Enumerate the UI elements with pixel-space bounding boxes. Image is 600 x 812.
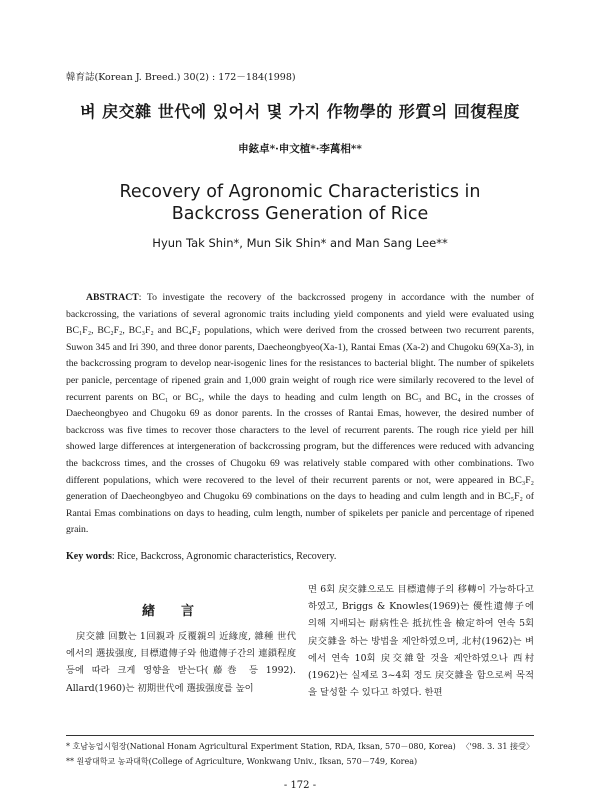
title-english-line2: Backcross Generation of Rice [171, 204, 429, 224]
footnote-affiliation-2: ** 원광대학교 농과대학(College of Agriculture, Wonkwang Univ., Iksan, 570－749, Korea) [66, 757, 418, 766]
body-right-column: 면 6회 戻交雜으로도 目標遺傳子의 移轉이 가능하다고 하였고, Briggs & Knowles(1969)는 優性遺傳子에 의해 지배되는 耐病性은 抵抗性을 檢定하여 연속 5회 戻交雜을 하는 방법을 제안하였으며, 北村(1962)는 벼에서 연속 10회 戻交雜할 것을 제안하였으나 西村(1962)는 실제로 3~4회 정도 戻交雜을 함으로써 목적을 달성할 수 있다고 하였다. 한편 [308, 584, 534, 699]
title-korean: 벼 戻交雜 世代에 있어서 몇 가지 作物學的 形質의 回復程度 [80, 102, 520, 121]
abstract [66, 290, 534, 539]
title-english [40, 181, 560, 225]
page-number: - 172 - [283, 780, 317, 791]
keywords [66, 551, 534, 562]
journal-reference: 韓育誌(Korean J. Breed.) 30(2) : 172－184(1998) [66, 72, 296, 83]
received-date: 〈'98. 3. 31 接受〉 [461, 742, 534, 751]
footnote-divider [66, 735, 534, 736]
authors-english: Hyun Tak Shin*, Mun Sik Shin* and Man Sang Lee** [152, 236, 448, 250]
authors-korean: 申鉉卓*·申文植*·李萬相** [238, 143, 362, 155]
section-heading-introduction: 緖言 [141, 604, 220, 619]
body-left-column: 戻交雜 回數는 1回親과 反覆親의 近緣度, 雜種 世代에서의 選拔强度, 目標遺傳子와 他遺傳子간의 連鎖程度 등에 따라 크게 영향을 받는다(藤巻 등 1992). Allard(1960)는 初期世代에 選拔强度를 높이 [66, 631, 296, 694]
footnote-affiliation-1: * 호남농업시험장(National Honam Agricultural Experiment Station, RDA, Iksan, 570－080, Korea) [66, 742, 456, 751]
abstract-text: : To investigate the recovery of the backcrossed progeny in accordance with the number of backcrossing, the variations of several agronomic traits including yield components and yield were evaluated using BC₁F₂, BC₂F₂, BC₃F₂ and BC₄F₂ populations, which were derived from the crossed between two recurrent parents, Suwon 345 and Iri 390, and three donor parents, Daecheongbyeo(Xa-1), Rantai Emas (Xa-2) and Chugoku 69(Xa-3), in the backcrossing program to develop near-isogenic lines for the resistances to bacterial blight. The number of spikelets per panicle, percentage of ripened grain and 1,000 grain weight of rough rice were similarly recovered to the level of recurrent parents on BC₁ or BC₂, while the days to heading and culm length on BC₃ and BC₄ in the crosses of Daecheongbyeo and Chugoku 69 as donor parents. In the crosses of Rantai Emas, however, the desired number of backcross was five times to recover those characters to the level of recurrent parents. The rough rice yield per hill showed large differences at intergeneration of backcrossing program, but the differences were reduced with advancing the backcross times, and the crosses of Chugoku 69 was relatively stable compared with other combinations. Two different populations, which were recovered to the level of their recurrent parents or not, were appeared in BC₃F₂ generation of Daecheongbyeo and Chugoku 69 combinations on the days to heading and culm length and in BC₅F₂ of Rantai Emas combinations on days to heading, culm length, number of spikelets per panicle and percentage of ripened grain. [66, 292, 534, 536]
keywords-text: : Rice, Backcross, Agronomic characteristics, Recovery. [111, 551, 337, 562]
keywords-label: Key words [66, 551, 112, 562]
title-english-line1: Recovery of Agronomic Characteristics in [119, 182, 481, 202]
abstract-label: ABSTRACT [86, 292, 139, 303]
